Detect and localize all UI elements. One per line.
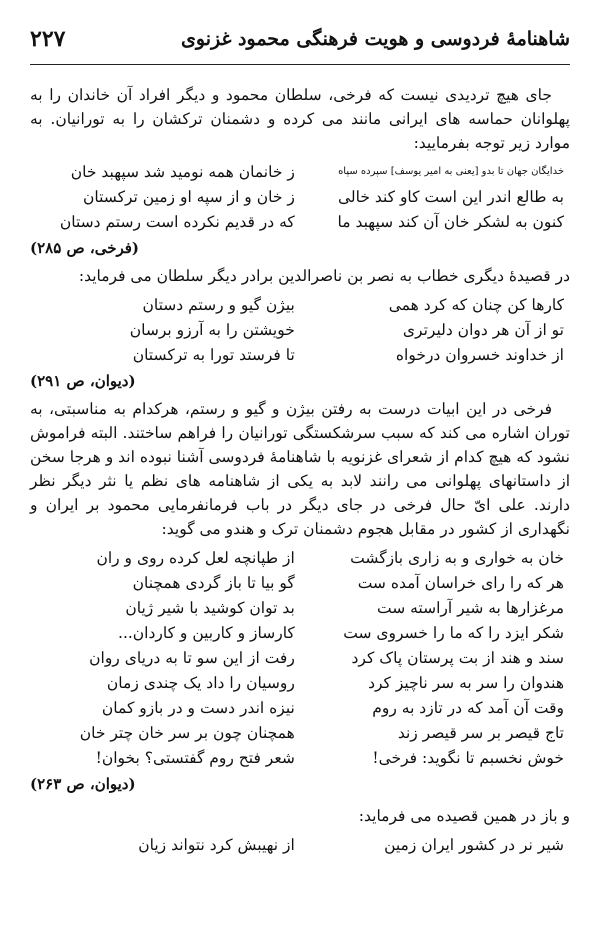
hemistich-first: هندوان را سر به سر ناچیز کرد [368, 673, 564, 692]
hemistich-second: نیزه اندر دست و در بازو کمان [101, 698, 295, 717]
hemistich-second: از نهیبش کرد نتواند زیان [138, 835, 295, 854]
verse-row [30, 342, 570, 367]
verse-row [30, 595, 570, 620]
hemistich-second: که در قدیم نکرده است رستم دستان [59, 212, 295, 231]
page-body [30, 65, 570, 857]
hemistich-first: مرغزارها به شیر آراسته ست [376, 598, 564, 617]
verse-row [30, 184, 570, 209]
verse-row [30, 720, 570, 745]
hemistich-second: بیژن گیو و رستم دستان [142, 295, 295, 314]
poem-divan-291 [30, 292, 570, 367]
hemistich-second: گو بیا تا باز گردی همچنان [132, 573, 295, 592]
poem-divan-263 [30, 545, 570, 770]
verse-row [30, 832, 570, 857]
hemistich-first: از خداوند خسروان درخواه [395, 345, 564, 364]
citation-divan-291: (دیوان، ص ۲۹۱) [30, 372, 136, 390]
poem-same-qasida [30, 832, 570, 857]
hemistich-second: روسیان را داد یک چندی زمان [106, 673, 295, 692]
book-page [30, 18, 570, 928]
hemistich-second: همچنان چون بر سر خان چتر خان [79, 723, 295, 742]
hemistich-second: کارساز و کاربین و کاردان... [118, 623, 295, 642]
verse-row [30, 670, 570, 695]
verse-row [30, 745, 570, 770]
hemistich-first: کنون به لشکر خان آن کند سپهبد ما [337, 212, 564, 231]
verse-row [30, 645, 570, 670]
hemistich-first: شکر ایزد را که ما را خسروی ست [343, 623, 564, 642]
page-header [30, 18, 570, 65]
hemistich-first: سند و هند از بت پرستان پاک کرد [351, 648, 564, 667]
verse-row [30, 317, 570, 342]
paragraph-nasr: در قصیدهٔ دیگری خطاب به نصر بن ناصرالدین برادر دیگر سلطان می فرماید: [78, 267, 570, 285]
running-title: شاهنامهٔ فردوسی و هویت فرهنگی محمود غزنوی [181, 28, 570, 50]
verse-row [30, 695, 570, 720]
hemistich-second: ز خان و از سپه او زمین ترکستان [82, 187, 295, 206]
hemistich-second: رفت از این سو تا به دریای روان [89, 648, 295, 667]
hemistich-first: تو از آن هر دوان دلیرتری [402, 320, 564, 339]
hemistich-second: تا فرستد تورا به ترکستان [132, 345, 295, 364]
verse-row [30, 292, 570, 317]
hemistich-first: خان به خواری و به زاری بازگشت [350, 548, 564, 567]
hemistich-first: خدایگان جهان تا بدو [یعنی به امیر یوسف] سپرده سپاه [338, 165, 564, 177]
hemistich-first: وقت آن آمد که در تازد به روم [372, 698, 564, 717]
hemistich-second: خویشتن را به آرزو برسان [129, 320, 295, 339]
paragraph-commentary: فرخی در این ابیات درست به رفتن بیژن و گیو و رستم، هرکدام به مناسبتی، به توران اشاره می کند که سبب سرشکستگی تورانیان را فراهم ساختند. البته فراموش نشود که هیچ کدام از شعرای غزنویه با شاهنامهٔ فردوسی آشنا نبوده اند و هرجا سخن از داستانهای پهلوانی می رانند لابد به یکی از شاهنامه های نظم یا نثر دیگر نظر دارند. علی ایّ حال فرخی در جای دیگر در باب فرمانفرمایی محمود بر ایران و نگهداری از کشور در مقابل هجوم دشمنان ترک و هندو می گوید: [30, 400, 570, 538]
hemistich-first: تاج قیصر بر سر قیصر زند [397, 723, 564, 742]
hemistich-second: شعر فتح روم گفتستی؟ بخوان! [95, 748, 295, 767]
hemistich-second: بد توان کوشید با شیر ژیان [125, 598, 295, 617]
hemistich-first: شیر نر در کشور ایران زمین [384, 835, 564, 854]
citation-farrokhi-285: (فرخی، ص ۲۸۵) [30, 239, 140, 257]
verse-row [30, 620, 570, 645]
hemistich-first: خوش نخسبم تا نگوید: فرخی! [372, 748, 564, 767]
verse-row [30, 570, 570, 595]
hemistich-first: کارها کن چنان که کرد همی [388, 295, 564, 314]
poem-farrokhi-285 [30, 159, 570, 234]
paragraph-same-qasida: و باز در همین قصیده می فرماید: [358, 807, 570, 825]
verse-row [30, 209, 570, 234]
hemistich-first: هر که را رای خراسان آمده ست [357, 573, 564, 592]
hemistich-first: به طالع اندر این است کاو کند خالی [337, 187, 564, 206]
citation-divan-263: (دیوان، ص ۲۶۳) [30, 775, 136, 793]
page-number: ۲۲۷ [30, 26, 66, 52]
spacer [30, 796, 570, 804]
verse-row [30, 159, 570, 184]
hemistich-second: ز خانمان همه نومید شد سپهبد خان [70, 162, 295, 181]
paragraph-intro: جای هیچ تردیدی نیست که فرخی، سلطان محمود و دیگر افراد آن خاندان را به پهلوانان حماسه های ایرانی مانند می کرده و دشمنان ترکشان را به تورانیان. به موارد زیر توجه بفرمایید: [30, 86, 570, 152]
verse-row [30, 545, 570, 570]
hemistich-second: از طپانچه لعل کرده روی و ران [96, 548, 295, 567]
